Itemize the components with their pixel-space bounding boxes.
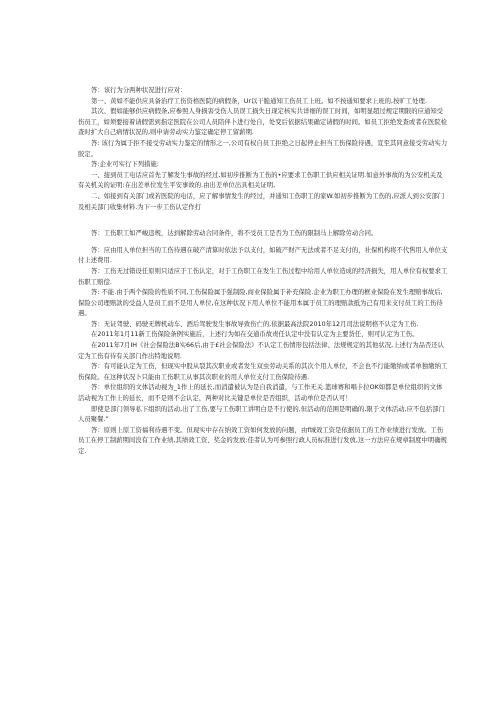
paragraph: 答:企业可实行下列措施: <box>91 161 159 169</box>
paragraph: 答：该行为分两种状况进行应对： <box>91 87 187 94</box>
paragraph: 答：应由用人单位担当的工伤待遇在破产清算时依法予以支付，如破产财产无法或者不足支付的，社保机构将不代售用人单位支付上述费用. <box>78 246 448 265</box>
paragraph: 即使是部门领导私下组织的活动,出了工伤,要与工伤职工讲明白是不行使的,但活动的范围是明确的,限于文体活动,应不包括部门人员聚餐.” <box>78 405 445 424</box>
paragraph: 答: 该行为属于拒不接受劳动实力鉴定的情形之一,公司有权自员工拒绝之日起停止担当工伤保险待遇，宣至其同意接受劳动实力胶定。 <box>78 139 448 158</box>
paragraph: 答: 不能.由于两个保险的性质不同,工伤保险属于强制险,商业保险属于补充保险.企业为职工办理的框业保险在发生理赔事故后,保险公司理赔款的受益人是员工而不是用人单位,在这种状况下用人单位不能用本属于员工的理赔款抵为己有用来支付员工的工伤待遇。 <box>78 289 443 318</box>
paragraph: 在2011年1月11新工伤保险条例实施后，上述行为如在交通币故责任认定中没有认定为主要货任，则可认定为工伤。 <box>91 331 419 339</box>
paragraph: 二、如接到有关部门或若医院的电话，应了解事情发生的经过，并通知工伤职工的家W.如初步推断为工伤的,应派人到公安部门及相关部门收集材料.为下一步工伤认定作打 <box>78 192 445 211</box>
spacer <box>78 213 448 229</box>
paragraph: 其次、假如能够供应病假条,应参照人身损害受伤人员误工损失日现定核实共详细的误工时间，如明显超过规定期限的应通知受伤员工，如须要接着请假需到指定医院在公司人员陪伴卜进行处自，处变后依据结果确定请假的时间。如员工拒绝发查或者在医院检查时扩大自己病情状况的,则申请劳动实力鉴定确定停工留薪期. <box>78 108 448 137</box>
paragraph: 答：原则上原工资福利待遇不变。但现实中存在纳效工资如何发放的问题，由f城效工资是依据员工的工作业绩进行发放。工伤员工在停工制薪期间没有工作业绩,其绩效工资、奖金的发放:佳者认为可参照行政人员标准进行发放,这一方法应在规章制度中明确规定. <box>78 426 447 455</box>
paragraph: 答：有可能认定为工伤，但现实中股从裂其次职业或者发生双虫劳动关系的其次个用人单位，不会也不行能缴纳或者单独缴纳工伤保险。在这种状况卜只能由工伤职工从事其次职业的用人单位支付工伤保险待遇. <box>78 363 448 381</box>
paragraph: 一、接到员工电话应首先了解发生事故的经过,如初步推断为工伤的•应要求工伤职工供应相关证明.如意外事故的为公安机关及有关机关的证明:在出差单位发生平安事故的.由出差单位出具相关证明, <box>78 171 443 190</box>
paragraph: 在2011年7月IH《社会保险法B实66后,由于£社会保险法》不认定工伤情形包括法律、法规规定的其他状况,上述行为品否还认定为工伤有待有关部门作出特地说明. <box>78 342 445 360</box>
paragraph: 答：单位组织的文体活动视为_1作上的延长,而消遣被认为是自我消遣，与工作无关.篮球赛和唱卡拉OK如都是单位组织的文体活动视为工作上的延长，而不是则不会认定，两种对比关键是单位是否组织，活动单位是否认可！ <box>78 384 443 403</box>
paragraph: 答：工伤无过错设任原则只适应于工伤认定，对于工伤职工在发生工伤过程中给用人单位造成的经济损失，用人单位有权要求工伤职工赔偿. <box>78 267 448 286</box>
paragraph: 答：工伤职工如严峻违规，达到解除劳动合同条件，将不受员工是否为工伤的限制马上解除劳动合同。 <box>91 230 378 238</box>
paragraph: 答：无证驾驶、码驶无牌机动车、酒后驾驶发生事故导致伤亡的,依据最高法院2010年12月司法说明格不认定为工伤. <box>91 320 419 328</box>
paragraph: 第一、黄如不能供应具备治疗工伤资格医院的病假条，Ur以干脆通知工伤员工上班。如不按通知要求上班的,按旷工处理. <box>91 97 427 105</box>
